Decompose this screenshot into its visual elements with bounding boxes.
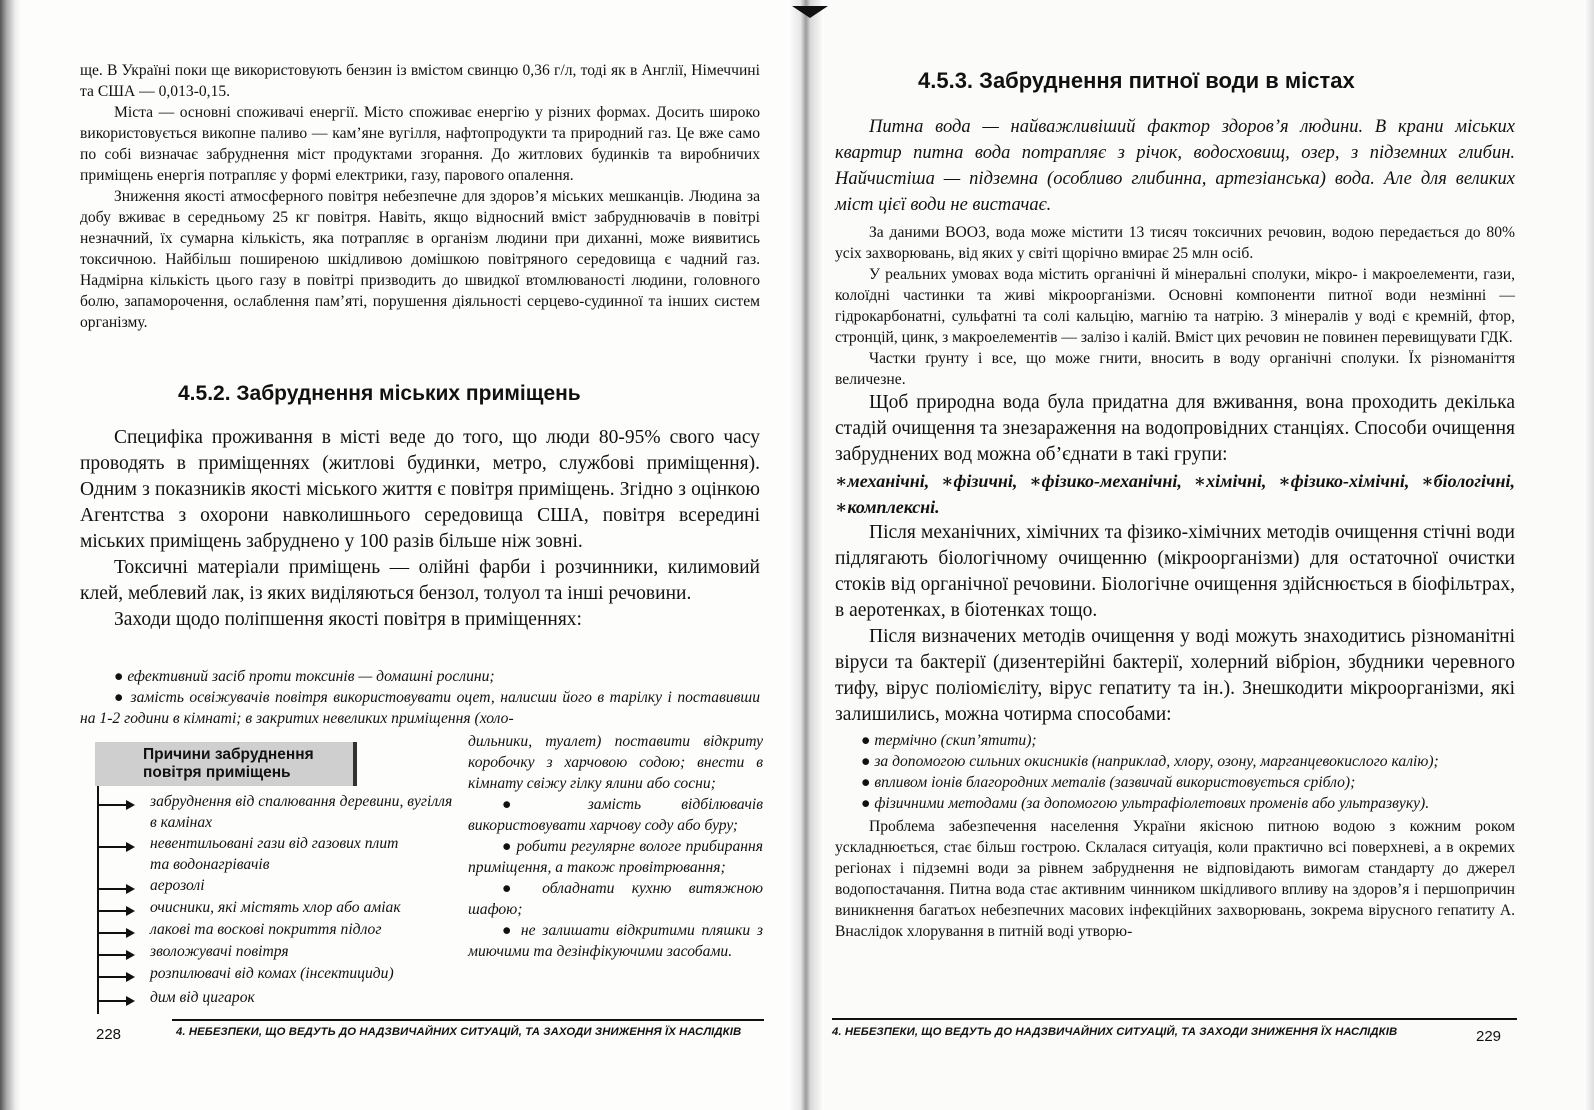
measure-item-5: ● обладнати кухню витяжною шафою;: [468, 880, 763, 918]
left-section-paragraph-2: Токсичні матеріали приміщень — олійні фарби і розчинники, килимовий клей, меблевий лак, із яких виділяються бензол, толуол та інші речовини.: [80, 557, 760, 604]
book-edge-right: [1584, 0, 1594, 1110]
left-section-paragraph-3: Заходи щодо поліпшення якості повітря в приміщеннях:: [114, 609, 582, 630]
causes-title-line-2: повітря приміщень: [143, 764, 291, 781]
right-text-column: [835, 114, 1515, 942]
left-section-text: [80, 425, 760, 633]
purification-methods-list: ∗механічні, ∗фізичні, ∗фізико-механічні, ∗хімічні, ∗фізико-хімічні, ∗біологічні, ∗комплексні.: [835, 471, 1515, 517]
running-footer-right: 4. НЕБЕЗПЕКИ, ЩО ВЕДУТЬ ДО НАДЗВИЧАЙНИХ СИТУАЦІЙ, ТА ЗАХОДИ ЗНИЖЕННЯ ЇХ НАСЛІДКІВ: [832, 1026, 1398, 1038]
measure-item-1: ● ефективний засіб проти токсинів — домашні рослини;: [114, 668, 495, 685]
left-intro-text: [80, 60, 760, 333]
cause-item: розпилювачі від комах (інсектициди): [150, 965, 394, 982]
causes-box: [95, 742, 357, 786]
right-big-paragraph-3: Після визначених методів очищення у воді можуть знаходитись різноманітні віруси та бактерії (дизентерійні бактерії, холерний вібріон, збудники черевного тифу, вірус поліомієліту, вірус гепатиту та ін.). Знешкодити мікроорганізми, які залишились, можна чотирма способами:: [835, 626, 1515, 725]
closing-paragraph: Проблема забезпечення населення України якісною питною водою з кожним роком ускладнюється, стає більш гострою. Склалася ситуація, коли практично всі поверхневі, а в окремих регіонах і підземні води за рівнем забруднення не відповідають вимогам стандарту до джерел водопостачання. Питна вода стає активним чинником шкідливого впливу на здоров’я і першопричин виникнення багатьох небезпечних масових інфекційних захворювань, зокрема вірусного гепатиту А. Внаслідок хлорування в питній воді утворю-: [835, 818, 1515, 940]
left-section-paragraph-1: Специфіка проживання в місті веде до того, що люди 80-95% свого часу проводять в приміщеннях (житлові будинки, метро, службові приміщення). Одним з показників якості міського життя є повітря приміщень. Згідно з оцінкою Агентства з охорони навколишнього середовища США, повітря всередині міських приміщень забруднено у 100 разів більше ніж зовні.: [80, 427, 760, 552]
disinfection-item: ● фізичними методами (за допомогою ультрафіолетових променів або ультразвуку).: [861, 795, 1430, 812]
left-paragraph-2: Міста — основні споживачі енергії. Місто споживає енергію у різних формах. Досить широко використовується викопне паливо — кам’яне вугілля, нафтопродукти та природний газ. Це вже само по собі визначає забруднення міст продуктами згорання. До житлових будинків та виробничих приміщень енергія потрапляє у формі електрики, газу, парового опалення.: [80, 104, 760, 184]
measure-item-6: ● не залишати відкритими пляшки з миючими та дезінфікуючими засобами.: [468, 922, 763, 960]
measure-item-4: ● робити регулярне вологе прибирання приміщення, а також провітрювання;: [468, 838, 763, 876]
causes-title-line-1: Причини забруднення: [143, 746, 314, 763]
disinfection-item: ● термічно (скип’ятити);: [861, 732, 1037, 749]
section-title-4-5-2: 4.5.2. Забруднення міських приміщень: [178, 382, 581, 405]
right-small-paragraph-3: Частки ґрунту і все, що може гнити, вносить в воду органічні сполуки. Їх різноманіття величезне.: [835, 350, 1515, 388]
book-edge-left: [0, 0, 22, 1110]
measures-list-top: [80, 666, 760, 729]
causes-connector-line: [97, 786, 99, 1014]
book-spine: [788, 0, 824, 1110]
measures-list-right: [468, 731, 763, 962]
cause-item: лакові та воскові покриття підлог: [150, 921, 382, 938]
left-paragraph-1: ще. В Україні поки ще використовують бензин із вмістом свинцю 0,36 г/л, тоді як в Англії, Німеччині та США — 0,013-0,15.: [80, 62, 760, 100]
right-big-paragraph-1: Щоб природна вода була придатна для вживання, вона проходить декілька стадій очищення та знезараження на водопровідних станціях. Способи очищення забруднених вод можна об’єднати в такі групи:: [835, 392, 1515, 465]
left-footer-rule: [172, 1019, 764, 1021]
cause-item: очисники, які містять хлор або аміак: [150, 899, 401, 916]
section-title-4-5-3: 4.5.3. Забруднення питної води в містах: [918, 68, 1355, 93]
spine-triangle-mark: [792, 6, 828, 18]
right-small-paragraph-1: За даними ВООЗ, вода може містити 13 тисяч токсичних речовин, водою передається до 80% усіх захворювань, від яких у світі щорічно вмирає 25 млн осіб.: [835, 224, 1515, 262]
lead-italic-paragraph: Питна вода — найважливіший фактор здоров’я людини. В крани міських квартир питна вода потрапляє з річок, водосховищ, озер, з підземних глибин. Найчистіша — підземна (особливо глибинна, артезіанська) вода. Але для великих міст цієї води не вистачає.: [835, 117, 1515, 215]
page-number-right: 229: [1476, 1028, 1502, 1045]
right-small-paragraph-2: У реальних умовах вода містить органічні й мінеральні сполуки, мікро- і макроелементи, гази, колоїдні частинки та живі мікроорганізми. Основні компоненти питної води незмінні — гідрокарбонатні, сульфатні та солі кальцію, магнію та натрію. З мінералів у воді є кремній, фтор, стронцій, цинк, з макроелементів — залізо і калій. Вміст цих речовин не повинен перевищувати ГДК.: [835, 266, 1515, 346]
cause-item: дим від цигарок: [150, 989, 255, 1006]
right-footer-rule: [832, 1018, 1517, 1020]
page-number-left: 228: [96, 1026, 122, 1043]
measure-item-3: ● замість відбілювачів використовувати харчову соду або буру;: [468, 796, 763, 834]
disinfection-item: ● впливом іонів благородних металів (зазвичай використовується срібло);: [861, 774, 1356, 791]
measure-item-2-continued: дильники, туалет) поставити відкриту коробочку з харчовою содою; внести в кімнату свіжу гілку ялини або сосни;: [468, 733, 763, 792]
disinfection-item: ● за допомогою сильних окисників (наприклад, хлору, озону, марганцевокислого калію);: [861, 753, 1439, 770]
cause-item: аерозолі: [150, 877, 205, 894]
causes-box-title: [143, 746, 353, 782]
cause-item: забруднення від спалювання деревини, вугілля в камінах: [150, 793, 453, 831]
left-paragraph-3: Зниження якості атмосферного повітря небезпечне для здоров’я міських мешканців. Людина за добу вживає в середньому 25 кг повітря. Навіть, якщо відносний вміст забруднювачів в повітрі незначний, їх сумарна кількість, яка потрапляє в організм людини при диханні, може виявитись токсичною. Найбільш поширеною шкідливою домішкою повітряного середовища є чадний газ. Надмірна кількість цього газу в повітрі призводить до швидкої втомлюваності людини, головного болю, запаморочення, ослаблення пам’яті, порушення діяльності серцево-судинної та інших систем організму.: [80, 188, 760, 331]
measure-item-2: ● замість освіжувачів повітря використовувати оцет, налисши його в тарілку і поставивши на 1-2 години в кімнаті; в закритих невеликих приміщення (холо-: [80, 689, 760, 727]
disinfection-methods-list: [835, 730, 1515, 814]
right-big-paragraph-2: Після механічних, хімічних та фізико-хімічних методів очищення стічні води підлягають біологічному очищенню (мікроорганізми) для остаточної очистки стоків від органічної речовини. Біологічне очищення здійснюється в біофільтрах, в аеротенках, в біотенках тощо.: [835, 522, 1515, 621]
running-footer-left: 4. НЕБЕЗПЕКИ, ЩО ВЕДУТЬ ДО НАДЗВИЧАЙНИХ СИТУАЦІЙ, ТА ЗАХОДИ ЗНИЖЕННЯ ЇХ НАСЛІДКІВ: [176, 1026, 742, 1038]
cause-item: невентильовані гази від газових плит та водонагрівачів: [150, 835, 399, 873]
cause-item: зволожувачі повітря: [150, 943, 289, 960]
